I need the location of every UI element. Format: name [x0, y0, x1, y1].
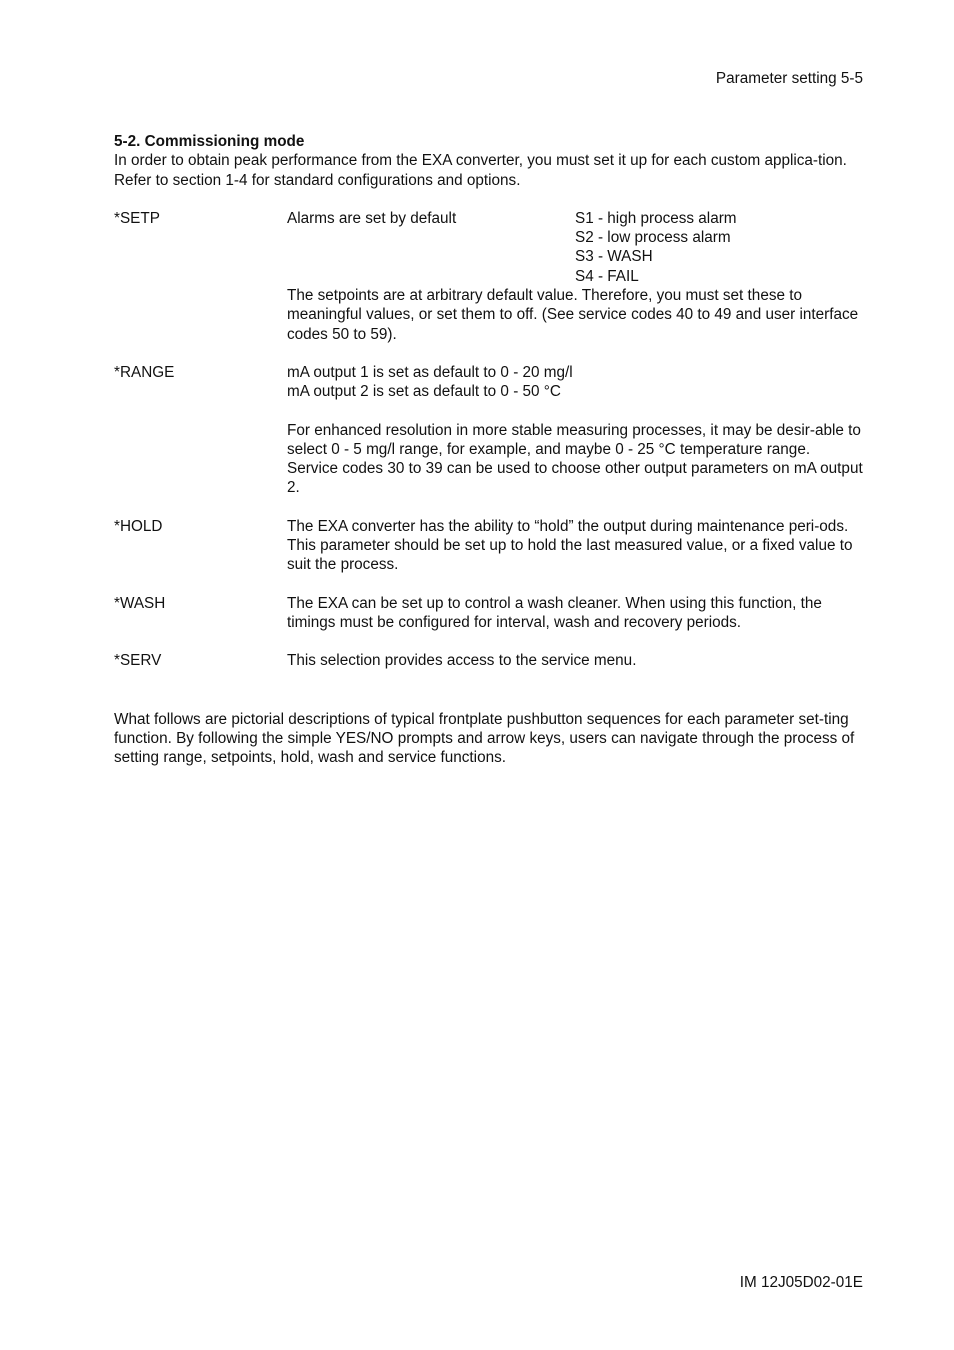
range-line-2: mA output 2 is set as default to 0 - 50 °C — [287, 383, 561, 401]
alarm-item: S4 - FAIL — [575, 267, 639, 285]
section-title: 5-2. Commissioning mode — [114, 133, 305, 150]
param-body-range — [287, 363, 864, 498]
range-text-1: For enhanced resolution in more stable measuring processes, it may be desir-able to select 0 - 5 mg/l range, for example, and maybe 0 - 25 °C temperature range. — [287, 421, 861, 458]
wash-text: The EXA can be set up to control a wash cleaner. When using this function, the timings must be configured for interval, wash and recovery periods. — [287, 594, 822, 631]
range-line-1: mA output 1 is set as default to 0 - 20 mg/l — [287, 363, 573, 381]
param-key-wash: *WASH — [114, 594, 166, 612]
alarm-item: S1 - high process alarm — [575, 209, 737, 227]
param-key-setp: *SETP — [114, 209, 160, 227]
param-wash — [114, 594, 864, 633]
param-range — [114, 363, 864, 498]
range-text-2: Service codes 30 to 39 can be used to choose other output parameters on mA output 2. — [287, 460, 863, 497]
param-key-range: *RANGE — [114, 363, 175, 381]
closing-paragraph: What follows are pictorial descriptions of typical frontplate pushbutton sequences for each parameter set-ting function. By following the simple YES/NO prompts and arrow keys, users can navigate through the process of setting range, setpoints, hold, wash and service functions. — [114, 710, 855, 767]
section-intro: In order to obtain peak performance from the EXA converter, you must set it up for each custom applica-tion. Refer to section 1-4 for standard configurations and options. — [114, 152, 847, 189]
setp-alarm-list — [575, 209, 737, 286]
setp-alarm-table — [287, 209, 864, 286]
alarm-item: S3 - WASH — [575, 248, 653, 266]
page-footer: IM 12J05D02-01E — [739, 1274, 863, 1291]
parameter-list — [114, 209, 864, 671]
param-body-setp — [287, 209, 864, 344]
param-body-wash — [287, 594, 864, 633]
hold-text: The EXA converter has the ability to “hold” the output during maintenance peri-ods. This parameter should be set up to hold the last measured value, or a fixed value to suit the process. — [287, 517, 853, 574]
param-key-hold: *HOLD — [114, 517, 163, 535]
param-body-serv — [287, 651, 864, 670]
setp-lead: Alarms are set by default — [287, 209, 457, 227]
param-serv — [114, 651, 864, 670]
param-key-serv: *SERV — [114, 652, 162, 670]
page-header: Parameter setting 5-5 — [715, 70, 863, 87]
serv-text: This selection provides access to the service menu. — [287, 652, 637, 670]
alarm-item: S2 - low process alarm — [575, 229, 731, 247]
param-hold — [114, 517, 864, 575]
param-setp — [114, 209, 864, 344]
setp-text: The setpoints are at arbitrary default value. Therefore, you must set these to meaningful values, or set them to off. (See service codes 40 to 49 and user interface codes 50 to 59). — [287, 287, 859, 343]
document-body — [114, 132, 864, 767]
param-body-hold — [287, 517, 864, 575]
